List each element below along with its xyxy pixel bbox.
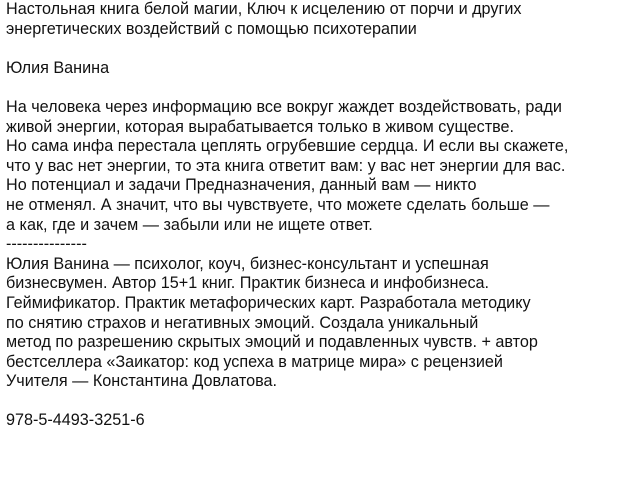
author-name: Юлия Ванина: [6, 58, 110, 77]
spacer: [6, 39, 626, 59]
bio-line: метод по разрешению скрытых эмоций и подавленных чувств. + автор: [6, 333, 538, 352]
isbn-number: 978-5-4493-3251-6: [6, 411, 145, 430]
separator-line: ---------------: [6, 235, 87, 254]
description-line: что у вас нет энергии, то эта книга ответит вам: у вас нет энергии для вас.: [6, 156, 566, 175]
description-line: На человека через информацию все вокруг жаждет воздействовать, ради: [6, 97, 562, 116]
bio-line: Учителя — Константина Довлатова.: [6, 372, 278, 391]
description-line: Но потенциал и задачи Предназначения, данный вам — никто: [6, 176, 477, 195]
spacer: [6, 78, 626, 98]
spacer: [6, 392, 626, 412]
bio-line: по снятию страхов и негативных эмоций. Создала уникальный: [6, 313, 479, 332]
bio-line: бизнесвумен. Автор 15+1 книг. Практик бизнеса и инфобизнеса.: [6, 274, 490, 293]
description-line: живой энергии, которая вырабатывается только в живом существе.: [6, 117, 515, 136]
book-title-line-2: энергетических воздействий с помощью психотерапии: [6, 19, 417, 38]
book-title-line-1: Настольная книга белой магии, Ключ к исцелению от порчи и других: [6, 0, 522, 18]
bio-line: бестселлера «Заикатор: код успеха в матрице мира» с рецензией: [6, 352, 503, 371]
description-line: не отменял. А значит, что вы чувствуете, что можете сделать больше —: [6, 195, 550, 214]
book-description-page: [6, 0, 626, 431]
description-line: а как, где и зачем — забыли или не ищете ответ.: [6, 215, 373, 234]
bio-line: Юлия Ванина — психолог, коуч, бизнес-консультант и успешная: [6, 254, 489, 273]
description-line: Но сама инфа перестала цеплять огрубевшие сердца. И если вы скажете,: [6, 137, 569, 156]
bio-line: Геймификатор. Практик метафорических карт. Разработала методику: [6, 293, 531, 312]
